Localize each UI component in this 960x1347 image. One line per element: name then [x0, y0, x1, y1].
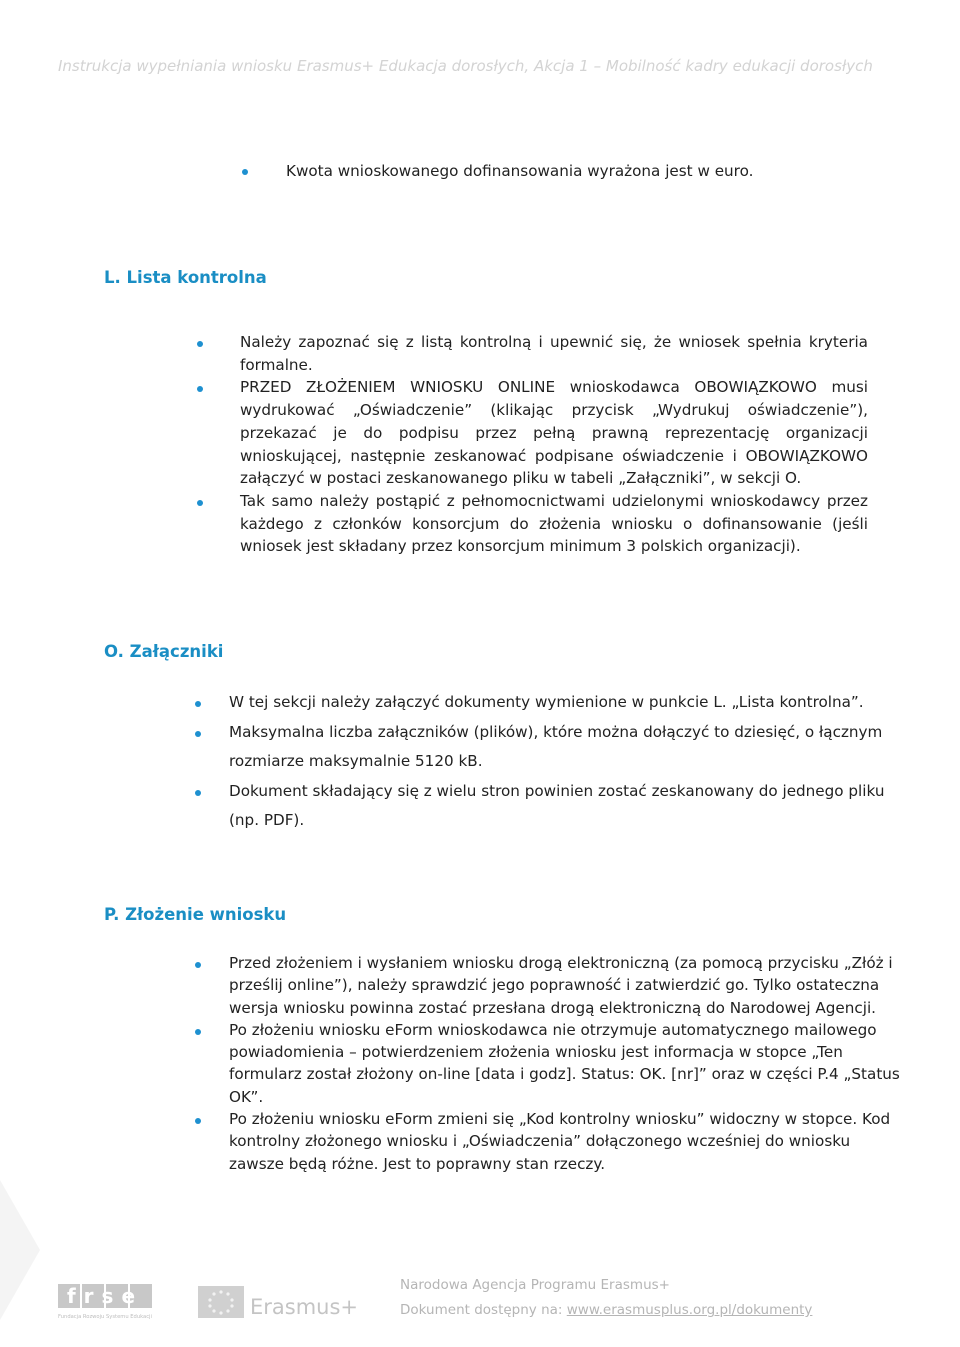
intro-list — [286, 160, 806, 182]
section-o-list — [229, 688, 909, 836]
list-item-text: Maksymalna liczba załączników (plików), które można dołączyć to dziesięć, o łącznym rozmiarze maksymalnie 5120 kB. — [229, 722, 883, 770]
footer-doc-label: Dokument dostępny na: — [400, 1302, 567, 1318]
list-item-text: Po złożeniu wniosku eForm zmieni się „Kod kontrolny wniosku” widoczny w stopce. Kod kontrolny złożonego wniosku i „Oświadczenia” dołączonego wcześniej do wniosku zawsze będą różne. Jest to poprawny stan rzeczy. — [229, 1110, 891, 1173]
bullet-icon — [195, 1118, 201, 1124]
list-item — [240, 331, 868, 376]
footer-doc-line — [400, 1302, 812, 1318]
list-item — [240, 490, 868, 558]
list-item — [229, 1108, 909, 1175]
frse-logo — [58, 1284, 154, 1324]
section-l-list — [240, 331, 868, 558]
footer-doc-link[interactable]: www.erasmusplus.org.pl/dokumenty — [566, 1302, 813, 1318]
bullet-icon — [195, 790, 201, 796]
list-item-text: PRZED ZŁOŻENIEM WNIOSKU ONLINE wnioskodawca OBOWIĄZKOWO musi wydrukować „Oświadczenie” (klikając przycisk „Wydrukuj oświadczenie”), przekazać je do podpisu przez pełną prawną reprezentację organizacji wnioskującej, następnie zeskanować podpisane oświadczenie i OBOWIĄZKOWO załączyć w postaci zeskanowanego pliku w tabeli „Załączniki”, w sekcji O. — [240, 378, 868, 488]
frse-logo-caption: Fundacja Rozwoju Systemu Edukacji — [58, 1314, 152, 1320]
section-heading-p: P. Złożenie wniosku — [104, 905, 287, 924]
footer-agency: Narodowa Agencja Programu Erasmus+ — [400, 1277, 670, 1293]
section-p-list — [229, 952, 909, 1175]
bullet-icon — [197, 500, 203, 506]
bullet-icon — [195, 731, 201, 737]
list-item — [229, 718, 909, 777]
list-item-text: Kwota wnioskowanego dofinansowania wyrażona jest w euro. — [286, 162, 754, 180]
section-heading-o: O. Załączniki — [104, 642, 224, 661]
list-item — [286, 160, 806, 182]
list-item — [229, 777, 909, 836]
list-item — [240, 376, 868, 490]
list-item-text: Dokument składający się z wielu stron powinien zostać zeskanowany do jednego pliku (np. PDF). — [229, 781, 885, 829]
list-item-text: Przed złożeniem i wysłaniem wniosku drogą elektroniczną (za pomocą przycisku „Złóż i prześlij online”), należy sprawdzić jego poprawność i zatwierdzić go. Tylko ostateczna wersja wniosku powinna zostać przesłana drogą elektroniczną do Narodowej Agencji. — [229, 954, 893, 1017]
list-item-text: Należy zapoznać się z listą kontrolną i upewnić się, że wniosek spełnia kryteria formalne. — [240, 333, 868, 374]
bullet-icon — [195, 701, 201, 707]
bullet-icon — [195, 962, 201, 968]
erasmus-plus-logo-text: Erasmus+ — [250, 1295, 358, 1319]
list-item — [229, 1019, 909, 1108]
list-item — [229, 688, 909, 718]
frse-logo-text: frse — [66, 1284, 144, 1308]
running-header: Instrukcja wypełniania wniosku Erasmus+ Edukacja dorosłych, Akcja 1 – Mobilność kadry edukacji dorosłych — [58, 57, 873, 75]
section-heading-l: L. Lista kontrolna — [104, 268, 267, 287]
page-corner-decoration — [0, 1180, 40, 1320]
list-item-text: Po złożeniu wniosku eForm wnioskodawca nie otrzymuje automatycznego mailowego powiadomienia – potwierdzeniem złożenia wniosku jest informacja w stopce „Ten formularz został złożony on-line [data i godz]. Status: OK. [nr]” oraz w części P.4 „Status OK”. — [229, 1020, 900, 1106]
bullet-icon — [242, 169, 248, 175]
bullet-icon — [197, 386, 203, 392]
erasmus-plus-logo — [198, 1284, 358, 1324]
bullet-icon — [195, 1029, 201, 1035]
list-item-text: W tej sekcji należy załączyć dokumenty wymienione w punkcie L. „Lista kontrolna”. — [229, 693, 864, 711]
list-item — [229, 952, 909, 1019]
bullet-icon — [197, 341, 203, 347]
list-item-text: Tak samo należy postąpić z pełnomocnictwami udzielonymi wnioskodawcy przez każdego z członków konsorcjum do złożenia wniosku o dofinansowanie (jeśli wniosek jest składany przez konsorcjum minimum 3 polskich organizacji). — [240, 491, 868, 556]
